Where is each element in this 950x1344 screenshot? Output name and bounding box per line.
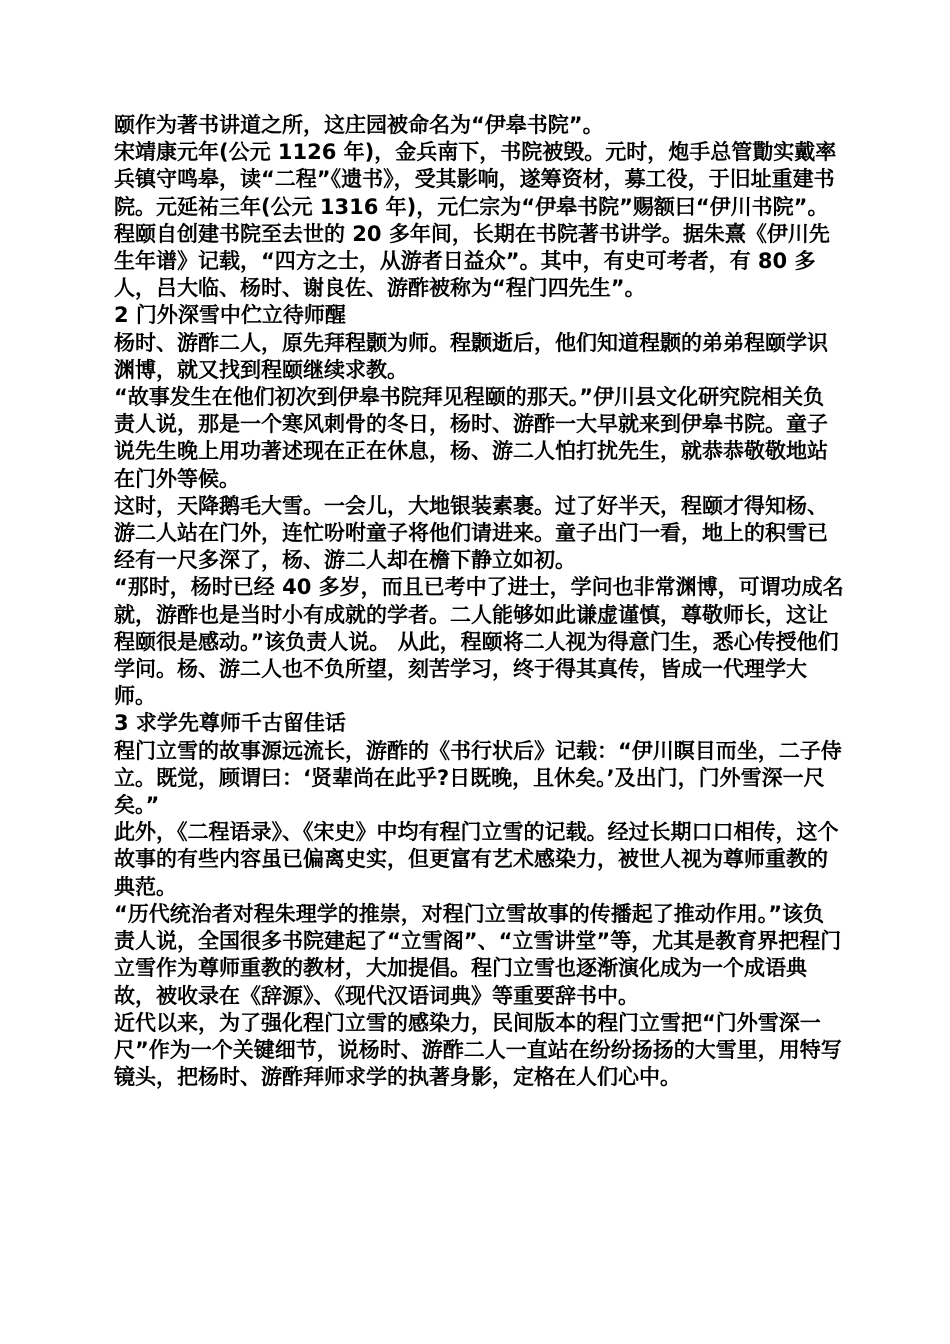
paragraph-academy-history: 宋靖康元年(公元 1126 年)，金兵南下，书院被毁。元时，炮手总管勩实戴率兵镇守鸣皋，读“二程”《遗书》，受其影响，遂筹资材，募工役，于旧址重建书院。元延祐三年(公元 1316 年)，元仁宗为“伊皋书院”赐额曰“伊川书院”。 <box>114 140 837 219</box>
paragraph-humility: “那时，杨时已经 40 多岁，而且已考中了进士，学问也非常渊博，可谓功成名就，游酢也是当时小有成就的学者。二人能够如此谦虚谨慎，尊敬师长，这让程颐很是感动。”该负责人说。 从此，程颐将二人视为得意门生，悉心传授他们学问。杨、游二人也不负所望，刻苦学习，终于得其真传，皆成一代理学大师。 <box>114 575 844 709</box>
paragraph-intro-continuation: 颐作为著书讲道之所，这庄园被命名为“伊皋书院”。 <box>114 113 604 137</box>
paragraph-promotion: “历代统治者对程朱理学的推崇，对程门立雪故事的传播起了推动作用。”该负责人说，全国很多书院建起了“立雪阁”、“立雪讲堂”等，尤其是教育界把程门立雪作为尊师重教的教材，大加提倡。程门立雪也逐渐演化成为一个成语典故，被收录在《辞源》、《现代汉语词典》等重要辞书中。 <box>114 901 842 1008</box>
paragraph-story-begins: “故事发生在他们初次到伊皋书院拜见程颐的那天。”伊川县文化研究院相关负责人说，那是一个寒风刺骨的冬日，杨时、游酢一大早就来到伊皋书院。童子说先生晚上用功著述现在正在休息，杨、游二人怕打扰先生，就恭恭敬敬地站在门外等候。 <box>114 385 828 491</box>
paragraph-origin-record: 程门立雪的故事源远流长，游酢的《书行状后》记载：“伊川瞑目而坐，二子侍立。既觉，顾谓曰：‘贤辈尚在此乎?日既晚，且休矣。’及出门，门外雪深一尺矣。” <box>114 738 842 818</box>
section-heading-3: 3 求学先尊师千古留佳话 <box>114 711 346 736</box>
paragraph-modern-version: 近代以来，为了强化程门立雪的感染力，民间版本的程门立雪把“门外雪深一尺”作为一个关键细节，说杨时、游酢二人一直站在纷纷扬扬的大雪里，用特写镜头，把杨时、游酢拜师求学的执著身影，定格在人们心中。 <box>114 1010 842 1090</box>
document-body <box>114 112 844 1091</box>
paragraph-four-disciples: 程颐自创建书院至去世的 20 多年间，长期在书院著书讲学。据朱熹《伊川先生年谱》记载，“四方之士，从游者日益众”。其中，有史可考者，有 80 多人，吕大临、杨时、谢良佐、游酢被称为“程门四先生”。 <box>114 221 830 301</box>
paragraph-heavy-snow: 这时，天降鹅毛大雪。一会儿，大地银装素裹。过了好半天，程颐才得知杨、游二人站在门外，连忙吩咐童子将他们请进来。童子出门一看，地上的积雪已经有一尺多深了，杨、游二人却在檐下静立如初。 <box>114 493 828 573</box>
paragraph-yang-you-background: 杨时、游酢二人，原先拜程颢为师。程颢逝后，他们知道程颢的弟弟程颐学识渊博，就又找到程颐继续求教。 <box>114 330 828 382</box>
section-heading-2: 2 门外深雪中伫立待师醒 <box>114 303 346 328</box>
paragraph-other-records: 此外，《二程语录》、《宋史》中均有程门立雪的记载。经过长期口口相传，这个故事的有些内容虽已偏离史实，但更富有艺术感染力，被世人视为尊师重教的典范。 <box>114 820 839 899</box>
